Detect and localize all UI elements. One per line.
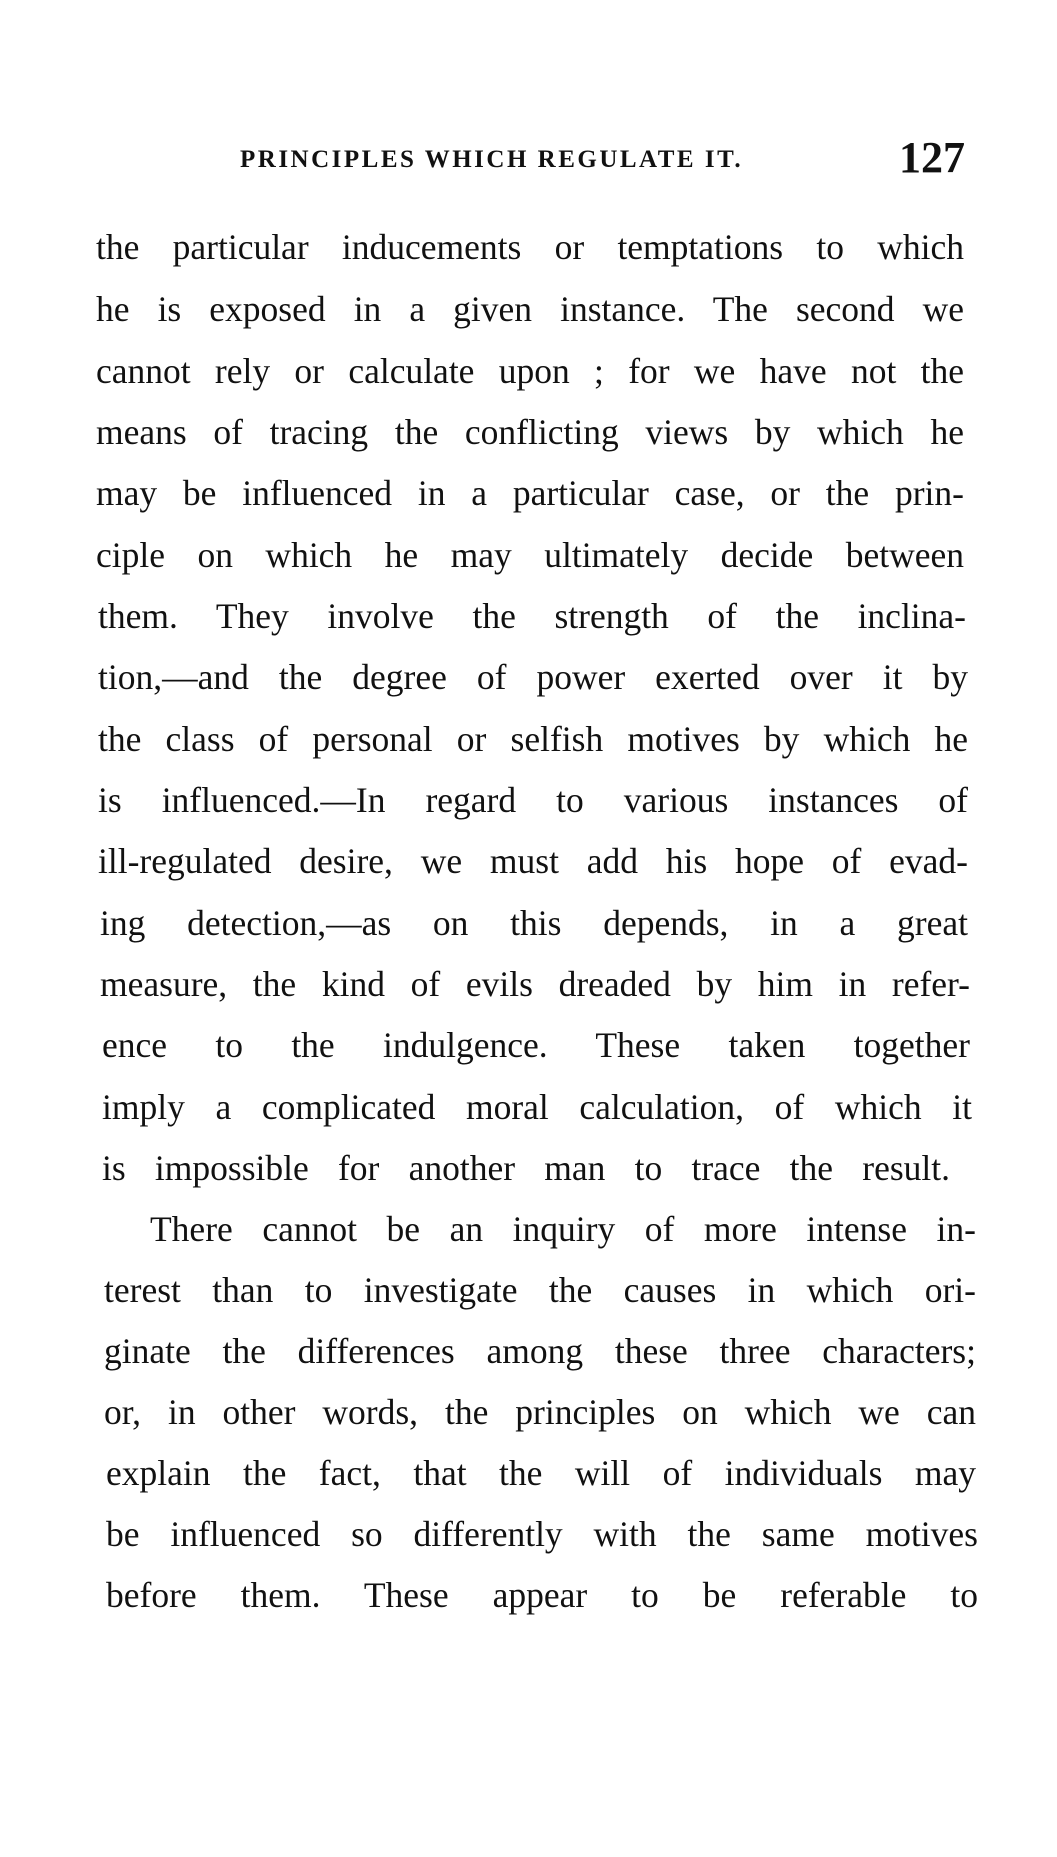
text-line: is impossible for another man to trace the result.	[102, 1148, 950, 1188]
text-line: the particular inducements or temptations to which	[96, 227, 964, 267]
text-line: the class of personal or selfish motives by which he	[98, 719, 968, 759]
running-title: PRINCIPLES WHICH REGULATE IT.	[240, 146, 744, 173]
text-line: ing detection,—as on this depends, in a great	[100, 903, 968, 943]
page-number: 127	[899, 133, 965, 182]
text-line: may be influenced in a particular case, or the prin-	[96, 473, 964, 513]
text-line-paragraph-start: There cannot be an inquiry of more intense in-	[150, 1209, 976, 1249]
text-line: or, in other words, the principles on which we can	[104, 1392, 976, 1432]
text-line: ginate the differences among these three characters;	[104, 1331, 976, 1371]
text-line: means of tracing the conflicting views by which he	[96, 412, 964, 452]
text-line: them. They involve the strength of the inclina-	[98, 596, 966, 636]
text-line: ence to the indulgence. These taken together	[102, 1025, 970, 1065]
text-line: measure, the kind of evils dreaded by him in refer-	[100, 964, 970, 1004]
text-line: explain the fact, that the will of individuals may	[106, 1453, 976, 1493]
text-line: cannot rely or calculate upon ; for we have not the	[96, 351, 964, 391]
text-line: he is exposed in a given instance. The second we	[96, 289, 964, 329]
text-line: terest than to investigate the causes in which ori-	[104, 1270, 976, 1310]
text-line: ill-regulated desire, we must add his hope of evad-	[98, 841, 968, 881]
text-line: be influenced so differently with the same motives	[106, 1514, 978, 1554]
running-head	[240, 132, 965, 188]
text-line: is influenced.—In regard to various instances of	[98, 780, 968, 820]
text-line: imply a complicated moral calculation, of which it	[102, 1087, 972, 1127]
text-line: ciple on which he may ultimately decide between	[96, 535, 964, 575]
text-line: tion,—and the degree of power exerted over it by	[98, 657, 968, 697]
text-line: before them. These appear to be referable to	[106, 1575, 978, 1615]
